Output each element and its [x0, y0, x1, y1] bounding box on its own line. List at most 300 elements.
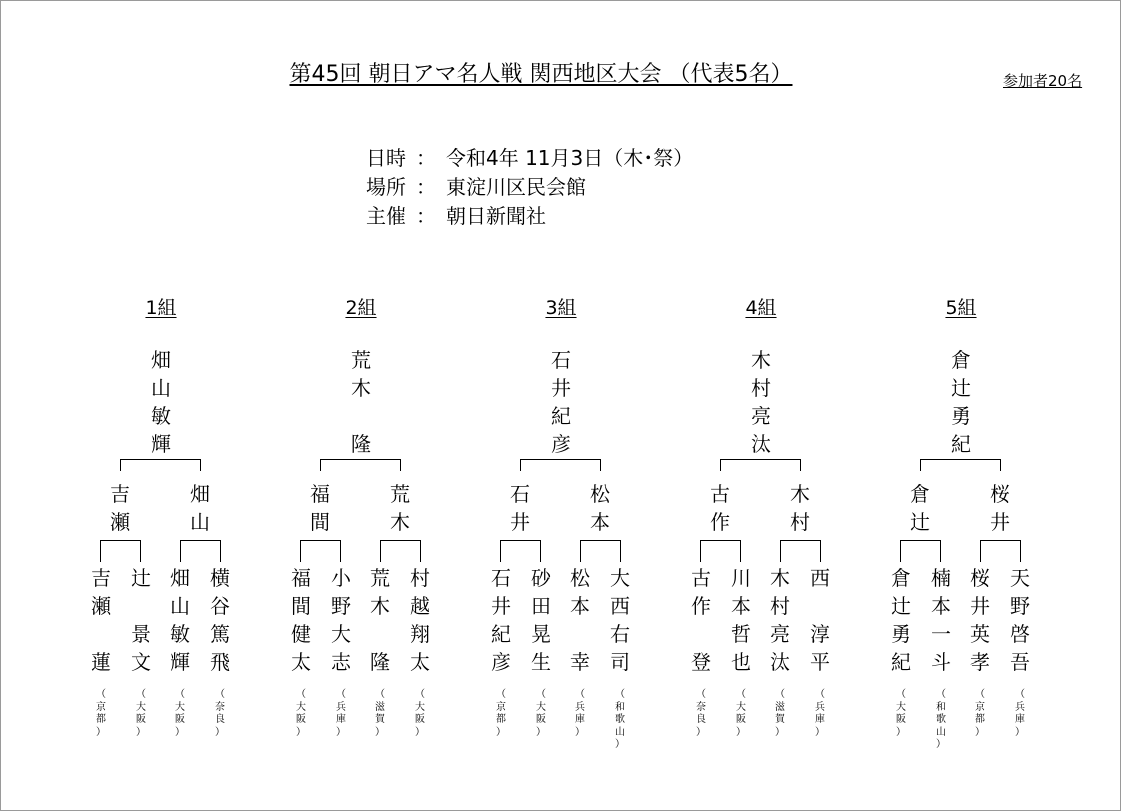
- player-prefecture: [131, 689, 151, 739]
- bracket-line: [340, 540, 341, 562]
- name-char: 荒: [351, 348, 371, 372]
- pref-char: 阪: [136, 714, 146, 725]
- player-name: [887, 564, 915, 676]
- name-char: 輝: [170, 650, 190, 674]
- name-char: 越: [410, 594, 430, 618]
- info-label: 場所: [366, 175, 406, 199]
- player-prefecture: [170, 689, 190, 739]
- pref-char: 大: [536, 701, 546, 713]
- group-winner: [147, 346, 175, 458]
- group-label: 5組: [945, 297, 977, 319]
- pref-char: （: [896, 689, 906, 700]
- player-prefecture: [531, 689, 551, 739]
- player-prefecture: [410, 689, 430, 739]
- name-char: 作: [691, 594, 711, 618]
- name-char: 畑: [190, 482, 210, 506]
- pref-char: （: [815, 689, 825, 700]
- bracket-line: [940, 540, 941, 562]
- pref-char: 奈: [696, 701, 706, 713]
- name-char: 木: [770, 566, 790, 590]
- pref-char: ）: [696, 726, 706, 738]
- name-char: 大: [610, 566, 630, 590]
- bracket-line: [180, 540, 181, 562]
- pref-char: （: [215, 689, 225, 700]
- group-winner: [947, 346, 975, 458]
- name-char: 紀: [891, 650, 911, 674]
- name-char: 古: [691, 566, 711, 590]
- name-char: 也: [731, 650, 751, 674]
- name-char: 西: [610, 594, 630, 618]
- pref-char: 兵: [1015, 701, 1025, 713]
- pref-char: 歌: [936, 714, 946, 725]
- bracket-line: [380, 540, 381, 562]
- pref-char: ）: [936, 739, 946, 750]
- name-char: 太: [410, 650, 430, 674]
- player-prefecture: [970, 689, 990, 739]
- name-char: 天: [1010, 566, 1030, 590]
- bracket-line: [100, 540, 141, 541]
- pref-char: 賀: [375, 714, 385, 725]
- semifinalist: [386, 480, 414, 536]
- name-char: 瀬: [110, 510, 130, 534]
- name-char: 村: [751, 376, 771, 400]
- name-char: 横: [210, 566, 230, 590]
- bracket-line: [740, 540, 741, 562]
- group-label: 3組: [545, 297, 577, 319]
- player-name: [366, 564, 394, 676]
- info-separator: ：: [416, 204, 436, 228]
- name-char: 谷: [210, 594, 230, 618]
- name-char: 汰: [751, 432, 771, 456]
- name-char: 淳: [810, 622, 830, 646]
- pref-char: ）: [775, 726, 785, 738]
- name-char: 砂: [531, 566, 551, 590]
- pref-char: （: [1015, 689, 1025, 700]
- bracket-line: [520, 459, 601, 460]
- pref-char: 賀: [775, 714, 785, 725]
- pref-char: 京: [96, 701, 106, 713]
- name-char: [687, 620, 715, 648]
- name-char: 吾: [1010, 650, 1030, 674]
- name-char: 間: [310, 510, 330, 534]
- player-name: [487, 564, 515, 676]
- player-prefecture: [491, 689, 511, 739]
- name-char: 野: [1010, 594, 1030, 618]
- bracket-line: [300, 540, 301, 562]
- name-char: 石: [551, 348, 571, 372]
- group-label: 1組: [145, 297, 177, 319]
- group-4: [691, 0, 900, 811]
- pref-char: 良: [696, 714, 706, 725]
- pref-char: 大: [136, 701, 146, 713]
- name-char: 間: [291, 594, 311, 618]
- pref-char: ）: [1015, 726, 1025, 738]
- bracket-line: [720, 459, 801, 460]
- pref-char: ）: [375, 726, 385, 738]
- name-char: [566, 620, 594, 648]
- name-char: 本: [570, 594, 590, 618]
- name-char: 倉: [951, 348, 971, 372]
- semifinalist: [986, 480, 1014, 536]
- group-2: [291, 0, 500, 811]
- group-5: [891, 0, 1100, 811]
- bracket-line: [400, 459, 401, 471]
- pref-char: ）: [96, 726, 106, 738]
- bracket-line: [540, 540, 541, 562]
- name-char: 木: [790, 482, 810, 506]
- bracket-line: [820, 540, 821, 562]
- bracket-line: [900, 540, 901, 562]
- name-char: 辻: [891, 594, 911, 618]
- player-prefecture: [91, 689, 111, 739]
- group-winner: [347, 346, 375, 458]
- pref-char: ）: [575, 726, 585, 738]
- name-char: 辻: [131, 566, 151, 590]
- player-prefecture: [210, 689, 230, 739]
- bracket-line: [380, 540, 421, 541]
- name-char: 紀: [551, 404, 571, 428]
- player-prefecture: [810, 689, 830, 739]
- pref-char: （: [936, 689, 946, 700]
- info-value: 朝日新聞社: [446, 204, 546, 228]
- pref-char: ）: [215, 726, 225, 738]
- pref-char: ）: [896, 726, 906, 738]
- pref-char: 都: [975, 714, 985, 725]
- name-char: 文: [131, 650, 151, 674]
- player-name: [606, 564, 634, 676]
- name-char: 翔: [410, 622, 430, 646]
- pref-char: 滋: [375, 701, 385, 713]
- semifinalist: [106, 480, 134, 536]
- name-char: [347, 402, 375, 430]
- bracket-line: [780, 540, 781, 562]
- pref-char: ）: [615, 739, 625, 750]
- info-separator: ：: [416, 146, 436, 170]
- pref-char: 阪: [736, 714, 746, 725]
- pref-char: 都: [96, 714, 106, 725]
- pref-char: 大: [736, 701, 746, 713]
- bracket-line: [100, 540, 101, 562]
- name-char: 平: [810, 650, 830, 674]
- pref-char: （: [415, 689, 425, 700]
- player-name: [406, 564, 434, 676]
- name-char: 本: [931, 594, 951, 618]
- name-char: 蓮: [91, 650, 111, 674]
- info-value: 東淀川区民会館: [446, 175, 586, 199]
- bracket-line: [320, 459, 401, 460]
- name-char: 木: [390, 510, 410, 534]
- bracket-line: [800, 459, 801, 471]
- bracket-line: [980, 540, 1021, 541]
- pref-char: 阪: [415, 714, 425, 725]
- player-prefecture: [691, 689, 711, 739]
- bracket-line: [520, 459, 521, 471]
- pref-char: ）: [175, 726, 185, 738]
- name-char: 村: [790, 510, 810, 534]
- name-char: 畑: [170, 566, 190, 590]
- pref-char: ）: [975, 726, 985, 738]
- name-char: 荒: [370, 566, 390, 590]
- pref-char: 京: [975, 701, 985, 713]
- name-char: 石: [491, 566, 511, 590]
- player-name: [87, 564, 115, 676]
- name-char: 山: [190, 510, 210, 534]
- pref-char: 和: [936, 701, 946, 713]
- pref-char: （: [775, 689, 785, 700]
- bracket-line: [580, 540, 581, 562]
- name-char: 山: [170, 594, 190, 618]
- name-char: 石: [510, 482, 530, 506]
- name-char: 福: [291, 566, 311, 590]
- group-winner: [547, 346, 575, 458]
- bracket-line: [900, 540, 941, 541]
- player-name: [927, 564, 955, 676]
- name-char: 本: [731, 594, 751, 618]
- bracket-line: [500, 540, 501, 562]
- name-char: 飛: [210, 650, 230, 674]
- name-char: 紀: [951, 432, 971, 456]
- name-char: 輝: [151, 432, 171, 456]
- pref-char: （: [615, 689, 625, 700]
- pref-char: 大: [415, 701, 425, 713]
- group-winner: [747, 346, 775, 458]
- bracket-line: [920, 459, 921, 471]
- name-char: 篤: [210, 622, 230, 646]
- player-prefecture: [931, 689, 951, 752]
- pref-char: ）: [336, 726, 346, 738]
- name-char: 福: [310, 482, 330, 506]
- pref-char: 良: [215, 714, 225, 725]
- player-name: [127, 564, 155, 676]
- bracket-line: [720, 459, 721, 471]
- bracket-line: [1020, 540, 1021, 562]
- name-char: 勇: [951, 404, 971, 428]
- pref-char: 庫: [1015, 714, 1025, 725]
- pref-char: 滋: [775, 701, 785, 713]
- name-char: 村: [410, 566, 430, 590]
- pref-char: 歌: [615, 714, 625, 725]
- name-char: 斗: [931, 650, 951, 674]
- bracket-line: [980, 540, 981, 562]
- name-char: 汰: [770, 650, 790, 674]
- bracket-line: [140, 540, 141, 562]
- name-char: 古: [710, 482, 730, 506]
- name-char: 登: [691, 650, 711, 674]
- semifinalist: [506, 480, 534, 536]
- name-char: [127, 592, 155, 620]
- player-name: [527, 564, 555, 676]
- bracket-line: [320, 459, 321, 471]
- pref-char: （: [696, 689, 706, 700]
- player-prefecture: [731, 689, 751, 739]
- pref-char: （: [975, 689, 985, 700]
- player-name: [206, 564, 234, 676]
- player-prefecture: [891, 689, 911, 739]
- name-char: 右: [610, 622, 630, 646]
- name-char: 松: [570, 566, 590, 590]
- name-char: 景: [131, 622, 151, 646]
- participant-count: 参加者20名: [1003, 72, 1083, 90]
- pref-char: 奈: [215, 701, 225, 713]
- name-char: 勇: [891, 622, 911, 646]
- player-name: [966, 564, 994, 676]
- player-name: [287, 564, 315, 676]
- pref-char: （: [296, 689, 306, 700]
- bracket-line: [500, 540, 541, 541]
- group-label: 2組: [345, 297, 377, 319]
- pref-char: 山: [936, 726, 946, 738]
- name-char: 井: [551, 376, 571, 400]
- name-char: 田: [531, 594, 551, 618]
- name-char: 志: [331, 650, 351, 674]
- name-char: 敏: [170, 622, 190, 646]
- player-prefecture: [770, 689, 790, 739]
- group-label: 4組: [745, 297, 777, 319]
- bracket-line: [420, 540, 421, 562]
- pref-char: （: [536, 689, 546, 700]
- bracket-line: [700, 540, 701, 562]
- name-char: 啓: [1010, 622, 1030, 646]
- info-value: 令和4年 11月3日（木･祭）: [446, 146, 694, 170]
- pref-char: （: [575, 689, 585, 700]
- name-char: 木: [351, 376, 371, 400]
- name-char: 倉: [891, 566, 911, 590]
- name-char: 亮: [770, 622, 790, 646]
- name-char: 孝: [970, 650, 990, 674]
- name-char: 井: [990, 510, 1010, 534]
- name-char: 井: [510, 510, 530, 534]
- name-char: 木: [370, 594, 390, 618]
- name-char: 隆: [351, 432, 371, 456]
- bracket-line: [120, 459, 121, 471]
- bracket-line: [600, 459, 601, 471]
- player-name: [566, 564, 594, 676]
- name-char: [87, 620, 115, 648]
- name-char: 倉: [910, 482, 930, 506]
- pref-char: 庫: [575, 714, 585, 725]
- name-char: 辻: [951, 376, 971, 400]
- info-label: 主催: [366, 204, 406, 228]
- name-char: 隆: [370, 650, 390, 674]
- semifinalist: [186, 480, 214, 536]
- player-name: [327, 564, 355, 676]
- info-separator: ：: [416, 175, 436, 199]
- player-name: [766, 564, 794, 676]
- pref-char: 京: [496, 701, 506, 713]
- pref-char: 阪: [296, 714, 306, 725]
- name-char: 松: [590, 482, 610, 506]
- name-char: 井: [491, 594, 511, 618]
- pref-char: ）: [496, 726, 506, 738]
- pref-char: ）: [415, 726, 425, 738]
- bracket-line: [620, 540, 621, 562]
- name-char: 桜: [970, 566, 990, 590]
- bracket-line: [300, 540, 341, 541]
- pref-char: 都: [496, 714, 506, 725]
- bracket-line: [580, 540, 621, 541]
- name-char: 桜: [990, 482, 1010, 506]
- pref-char: 和: [615, 701, 625, 713]
- pref-char: ）: [296, 726, 306, 738]
- player-name: [806, 564, 834, 676]
- player-name: [687, 564, 715, 676]
- bracket-line: [200, 459, 201, 471]
- bracket-line: [700, 540, 741, 541]
- name-char: 太: [291, 650, 311, 674]
- player-prefecture: [331, 689, 351, 739]
- pref-char: （: [336, 689, 346, 700]
- bracket-line: [780, 540, 821, 541]
- bracket-line: [120, 459, 201, 460]
- info-label: 日時: [366, 146, 406, 170]
- pref-char: 庫: [815, 714, 825, 725]
- name-char: 一: [931, 622, 951, 646]
- pref-char: ）: [815, 726, 825, 738]
- player-name: [1006, 564, 1034, 676]
- name-char: 山: [151, 376, 171, 400]
- semifinalist: [586, 480, 614, 536]
- player-prefecture: [1010, 689, 1030, 739]
- name-char: 晃: [531, 622, 551, 646]
- pref-char: 庫: [336, 714, 346, 725]
- player-name: [166, 564, 194, 676]
- name-char: 哲: [731, 622, 751, 646]
- semifinalist: [906, 480, 934, 536]
- name-char: 井: [970, 594, 990, 618]
- name-char: 野: [331, 594, 351, 618]
- player-prefecture: [570, 689, 590, 739]
- name-char: 作: [710, 510, 730, 534]
- name-char: 司: [610, 650, 630, 674]
- bracket-line: [920, 459, 1001, 460]
- name-char: 紀: [491, 622, 511, 646]
- pref-char: 山: [615, 726, 625, 738]
- name-char: 吉: [110, 482, 130, 506]
- name-char: 木: [751, 348, 771, 372]
- name-char: 本: [590, 510, 610, 534]
- pref-char: （: [96, 689, 106, 700]
- name-char: 吉: [91, 566, 111, 590]
- semifinalist: [786, 480, 814, 536]
- player-prefecture: [291, 689, 311, 739]
- name-char: 英: [970, 622, 990, 646]
- pref-char: 兵: [575, 701, 585, 713]
- pref-char: ）: [736, 726, 746, 738]
- player-name: [727, 564, 755, 676]
- name-char: 荒: [390, 482, 410, 506]
- pref-char: 兵: [815, 701, 825, 713]
- name-char: [366, 620, 394, 648]
- pref-char: 大: [175, 701, 185, 713]
- name-char: 彦: [491, 650, 511, 674]
- name-char: 楠: [931, 566, 951, 590]
- pref-char: 大: [296, 701, 306, 713]
- name-char: 小: [331, 566, 351, 590]
- pref-char: 大: [896, 701, 906, 713]
- group-1: [91, 0, 300, 811]
- pref-char: 阪: [175, 714, 185, 725]
- player-prefecture: [370, 689, 390, 739]
- pref-char: （: [496, 689, 506, 700]
- bracket-line: [180, 540, 221, 541]
- pref-char: （: [375, 689, 385, 700]
- name-char: 西: [810, 566, 830, 590]
- name-char: [806, 592, 834, 620]
- pref-char: （: [136, 689, 146, 700]
- player-prefecture: [610, 689, 630, 752]
- name-char: 村: [770, 594, 790, 618]
- semifinalist: [306, 480, 334, 536]
